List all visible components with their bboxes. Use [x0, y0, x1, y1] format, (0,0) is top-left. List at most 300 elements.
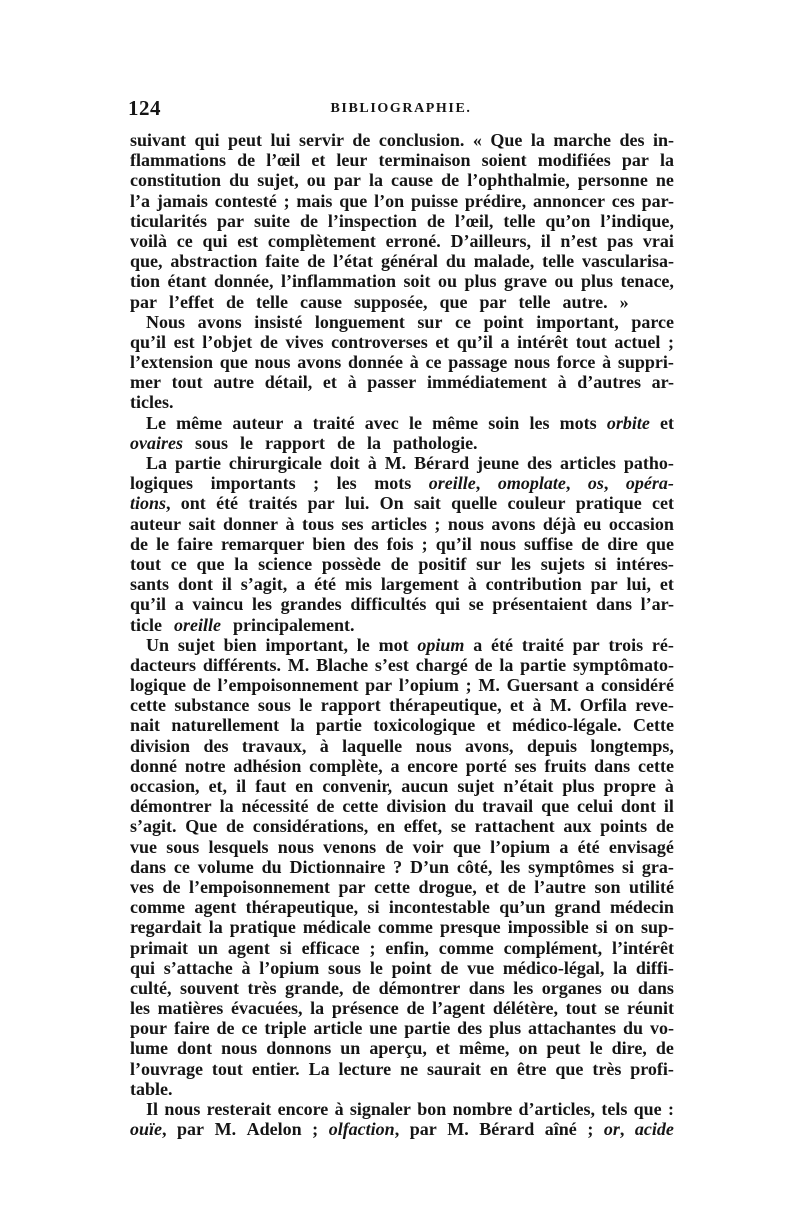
text-run: par	[307, 493, 335, 514]
word	[609, 837, 674, 857]
text-run: plus	[580, 271, 613, 292]
text-run: longtemps,	[590, 735, 674, 756]
section-title: BIBLIOGRAPHIE.	[330, 101, 472, 116]
running-head	[128, 96, 674, 126]
text-run: à	[602, 352, 612, 373]
word	[624, 453, 674, 473]
word	[623, 1018, 643, 1038]
word	[229, 453, 322, 473]
word	[229, 170, 249, 190]
word	[414, 453, 469, 473]
word	[342, 736, 402, 756]
word	[629, 877, 674, 897]
text-run: point	[391, 957, 432, 978]
word	[422, 534, 428, 554]
word	[216, 493, 238, 513]
word	[562, 292, 613, 312]
text-run: toxicologique	[373, 715, 476, 736]
text-run: donnons	[266, 1038, 332, 1059]
word	[607, 231, 633, 251]
text-line	[130, 695, 674, 715]
text-run: encore	[407, 755, 458, 776]
text-run: ces	[611, 190, 635, 211]
text-run: un	[197, 937, 218, 958]
text-run: de	[130, 533, 148, 554]
text-run: on	[518, 1038, 538, 1059]
word	[417, 1099, 446, 1119]
word	[527, 453, 552, 473]
text-run: complément,	[503, 937, 603, 958]
word	[339, 1059, 392, 1079]
word	[538, 150, 611, 170]
word	[130, 796, 212, 816]
text-run: contesté	[214, 190, 277, 211]
text-run: aux	[563, 816, 592, 837]
text-run: la	[367, 432, 382, 453]
word	[237, 231, 258, 251]
text-run: il	[540, 230, 551, 251]
text-run: Cette	[632, 715, 674, 736]
word	[312, 1119, 318, 1139]
word	[285, 332, 323, 352]
word	[615, 917, 634, 937]
word	[254, 312, 302, 332]
word	[175, 453, 221, 473]
text-run: de	[581, 533, 600, 554]
word	[591, 574, 618, 594]
word	[393, 433, 484, 453]
text-run: organes	[541, 977, 602, 998]
text-run: telle	[503, 210, 536, 231]
text-run: immédiatement	[426, 372, 547, 393]
word	[231, 998, 302, 1018]
word	[406, 998, 424, 1018]
text-run: démontrer	[130, 796, 212, 817]
text-run: de	[225, 816, 244, 837]
text-line	[130, 1018, 674, 1038]
text-run: parce	[631, 311, 674, 332]
word	[281, 594, 342, 614]
text-run: pas	[607, 230, 634, 251]
word	[381, 574, 459, 594]
text-run: le	[369, 957, 383, 978]
text-run: logiques	[130, 473, 194, 494]
word	[451, 816, 466, 836]
word	[641, 917, 674, 937]
text-run: tion	[130, 271, 161, 292]
text-run: ;	[434, 513, 441, 534]
text-run: par	[130, 291, 157, 312]
text-run: n’était	[503, 776, 554, 796]
text-run: est	[237, 230, 259, 251]
word	[544, 756, 586, 776]
word	[321, 695, 381, 715]
text-run: personne	[577, 170, 648, 191]
word	[411, 191, 458, 211]
word	[466, 756, 507, 776]
word	[332, 998, 399, 1018]
text-run: D’ailleurs,	[450, 230, 531, 251]
word	[417, 312, 442, 332]
word	[241, 1018, 257, 1038]
word	[389, 897, 490, 917]
text-run: les	[513, 977, 534, 998]
word	[466, 675, 472, 695]
word	[369, 170, 383, 190]
text-run: »	[619, 291, 629, 312]
text-run: profi-	[630, 1058, 674, 1079]
text-line	[130, 715, 674, 735]
text-run: ce	[455, 311, 472, 332]
word	[434, 514, 440, 534]
text-run: pathologie.	[393, 432, 478, 453]
text-run: sur	[417, 311, 443, 332]
body-text	[130, 130, 674, 1139]
text-line	[130, 372, 674, 392]
text-run: Adelon	[246, 1119, 302, 1140]
text-run: efficace	[301, 937, 360, 958]
word	[373, 715, 475, 735]
text-run: a	[500, 331, 510, 352]
text-run: si	[367, 897, 380, 918]
text-line	[130, 191, 674, 211]
word	[234, 554, 248, 574]
text-run: tout	[575, 331, 607, 352]
text-run: on	[614, 917, 634, 938]
word	[438, 271, 457, 291]
text-run: ou	[554, 271, 574, 292]
text-run: qu’il	[456, 331, 493, 352]
text-run: un	[340, 1038, 361, 1059]
text-run: tout	[171, 372, 203, 393]
word	[174, 615, 227, 635]
text-run: il	[663, 796, 674, 817]
text-run: ticles.	[130, 392, 174, 413]
text-run: il	[221, 574, 232, 595]
text-run: effet,	[403, 816, 443, 837]
text-line	[130, 756, 674, 776]
word	[482, 796, 533, 816]
word	[246, 897, 359, 917]
text-run: sup-	[640, 917, 674, 938]
word	[130, 473, 193, 493]
text-run: médecin	[609, 897, 674, 918]
word	[198, 857, 254, 877]
word	[176, 413, 222, 433]
word	[519, 292, 557, 312]
word	[308, 493, 335, 513]
text-run: à	[347, 372, 357, 393]
word	[573, 635, 600, 655]
word	[242, 796, 309, 816]
text-run: ,	[619, 1119, 625, 1140]
word	[656, 816, 674, 836]
text-run: malade,	[473, 251, 535, 272]
word	[226, 292, 250, 312]
text-run: annoncer	[532, 190, 605, 211]
word	[660, 574, 674, 594]
word	[374, 191, 404, 211]
word	[258, 695, 291, 715]
word	[311, 150, 325, 170]
text-line	[130, 938, 674, 958]
word	[313, 413, 355, 433]
word	[157, 191, 208, 211]
word	[668, 332, 674, 352]
text-run: impossible	[507, 917, 589, 938]
text-run: l’opium	[259, 957, 320, 978]
text-line	[130, 816, 674, 836]
text-run: l’inspection	[327, 210, 417, 231]
text-run: sait	[413, 493, 441, 514]
text-run: vue	[130, 836, 157, 857]
word	[296, 574, 305, 594]
word	[203, 655, 281, 675]
text-run: le	[589, 1038, 603, 1059]
text-run: des	[619, 130, 645, 150]
text-line	[130, 574, 674, 594]
word	[350, 594, 426, 614]
word	[374, 877, 410, 897]
text-line	[130, 594, 674, 614]
text-run: des	[203, 735, 229, 756]
word	[130, 615, 168, 635]
word	[268, 231, 376, 251]
word	[517, 1059, 547, 1079]
word	[130, 978, 171, 998]
text-run: étant	[167, 271, 207, 292]
text-run: terminaison	[378, 150, 471, 171]
word	[288, 655, 310, 675]
text-run: par-	[641, 190, 674, 211]
text-run: s’agit.	[130, 816, 177, 837]
text-run: complète,	[309, 755, 383, 776]
word	[252, 594, 272, 614]
text-run: que	[196, 553, 225, 574]
text-run: :	[667, 1099, 674, 1119]
word	[600, 816, 647, 836]
text-run: agent	[227, 937, 270, 958]
text-run: a	[390, 755, 400, 776]
word	[596, 917, 608, 937]
text-run: Dictionnaire	[289, 856, 386, 877]
word	[581, 271, 613, 291]
text-run: travail	[482, 796, 534, 817]
italic-text: opium	[417, 634, 465, 655]
text-run: ou	[610, 977, 630, 998]
word	[146, 1099, 158, 1119]
word	[290, 857, 386, 877]
text-run: Un	[146, 634, 170, 655]
text-run: division	[130, 735, 191, 756]
word	[613, 958, 627, 978]
text-run: complètement	[267, 230, 376, 251]
word	[542, 251, 574, 271]
text-run: matières	[157, 998, 224, 1019]
text-run: telle	[255, 291, 288, 312]
word	[353, 534, 378, 554]
text-run: nous	[415, 735, 452, 756]
text-run: le	[156, 533, 170, 554]
word	[427, 372, 547, 392]
word	[130, 271, 160, 291]
word	[519, 1099, 595, 1119]
text-run: nécessité	[241, 796, 309, 817]
text-run: ;	[369, 937, 376, 958]
word	[642, 857, 674, 877]
word	[130, 877, 154, 897]
text-run: qu’un	[499, 897, 546, 918]
text-run: en	[489, 1058, 508, 1079]
word	[429, 473, 481, 493]
italic-text: olfaction	[328, 1119, 395, 1140]
text-run: lesquels	[208, 836, 269, 857]
word	[594, 877, 620, 897]
word	[541, 231, 551, 251]
text-run: que	[339, 190, 368, 211]
word	[578, 170, 648, 190]
word	[215, 1119, 237, 1139]
text-run: faire	[173, 1018, 210, 1039]
word	[181, 493, 206, 513]
text-line	[130, 958, 674, 978]
text-line	[130, 514, 674, 534]
word	[168, 271, 207, 291]
word	[404, 816, 442, 836]
text-run: positif	[418, 553, 467, 574]
text-run: M.	[287, 654, 310, 675]
word	[630, 1059, 674, 1079]
text-run: cet	[652, 493, 674, 514]
word	[520, 655, 566, 675]
text-run: Blache	[316, 654, 369, 675]
text-run: Que	[490, 130, 523, 150]
word	[265, 433, 331, 453]
word	[130, 736, 190, 756]
text-run: ce	[425, 352, 442, 373]
word	[543, 514, 576, 534]
text-run: mots	[559, 412, 597, 433]
text-run: l’ar-	[640, 594, 674, 615]
word	[454, 796, 474, 816]
word	[130, 897, 185, 917]
word	[410, 352, 419, 372]
word	[178, 635, 215, 655]
word	[130, 130, 186, 150]
text-run: incontestable	[388, 897, 490, 918]
word	[309, 1059, 330, 1079]
text-run: symptômes	[528, 856, 615, 877]
word	[524, 534, 573, 554]
text-run: grave	[503, 271, 547, 292]
text-run: important,	[536, 311, 619, 332]
text-run: ,	[166, 493, 171, 514]
text-run: l’opium	[398, 675, 459, 696]
word	[601, 1099, 627, 1119]
word	[610, 897, 674, 917]
text-run: et	[485, 876, 500, 897]
text-run: même	[432, 412, 479, 433]
text-run: ?	[393, 856, 403, 877]
word	[265, 372, 313, 392]
word	[476, 554, 501, 574]
word	[214, 271, 274, 291]
text-run: les	[510, 553, 531, 574]
text-run: division	[386, 796, 447, 817]
page-number: 124	[128, 96, 161, 120]
word	[130, 776, 200, 796]
text-run: autre.	[562, 291, 608, 312]
text-run: été	[216, 493, 239, 514]
word	[177, 1119, 204, 1139]
word	[480, 292, 513, 312]
word	[322, 776, 392, 796]
word	[638, 756, 674, 776]
text-run: ,	[603, 473, 609, 494]
text-run: à	[285, 513, 295, 534]
word	[448, 352, 507, 372]
word	[379, 150, 471, 170]
word	[146, 312, 185, 332]
text-run: des	[353, 533, 379, 554]
word	[490, 837, 550, 857]
word	[323, 372, 337, 392]
text-run: vue	[467, 957, 495, 978]
word	[185, 756, 226, 776]
word	[500, 857, 520, 877]
word	[517, 332, 568, 352]
word	[368, 897, 380, 917]
text-run: rattachent	[474, 816, 555, 837]
word	[465, 736, 514, 756]
text-run: dire,	[611, 1038, 647, 1059]
text-run: nous	[447, 513, 484, 534]
text-run: a	[296, 574, 306, 595]
italic-text: ovaires	[130, 432, 183, 453]
word	[339, 191, 367, 211]
text-run: être	[516, 1058, 547, 1079]
word	[171, 715, 279, 735]
text-run: controverses	[331, 331, 428, 352]
word	[130, 514, 181, 534]
text-run: tout	[211, 1058, 243, 1079]
text-run: traités	[248, 493, 298, 514]
word	[620, 292, 635, 312]
text-run: importants	[210, 473, 296, 494]
text-run: l’agent	[432, 998, 486, 1019]
word	[492, 594, 587, 614]
text-run: la	[208, 917, 223, 938]
text-run: a	[473, 634, 483, 655]
text-run: ne	[400, 1058, 419, 1079]
word	[534, 877, 586, 897]
word	[130, 292, 163, 312]
text-run: La	[146, 453, 168, 473]
word	[330, 453, 360, 473]
word	[270, 130, 290, 150]
word	[130, 150, 226, 170]
word	[474, 251, 535, 271]
text-run: suffise	[524, 533, 573, 554]
text-run: insisté	[254, 311, 303, 332]
text-line	[130, 271, 674, 291]
word	[386, 231, 441, 251]
text-run: pour	[130, 1018, 168, 1039]
word	[585, 675, 594, 695]
word	[557, 352, 596, 372]
word	[468, 574, 477, 594]
text-run: mots	[374, 473, 412, 494]
